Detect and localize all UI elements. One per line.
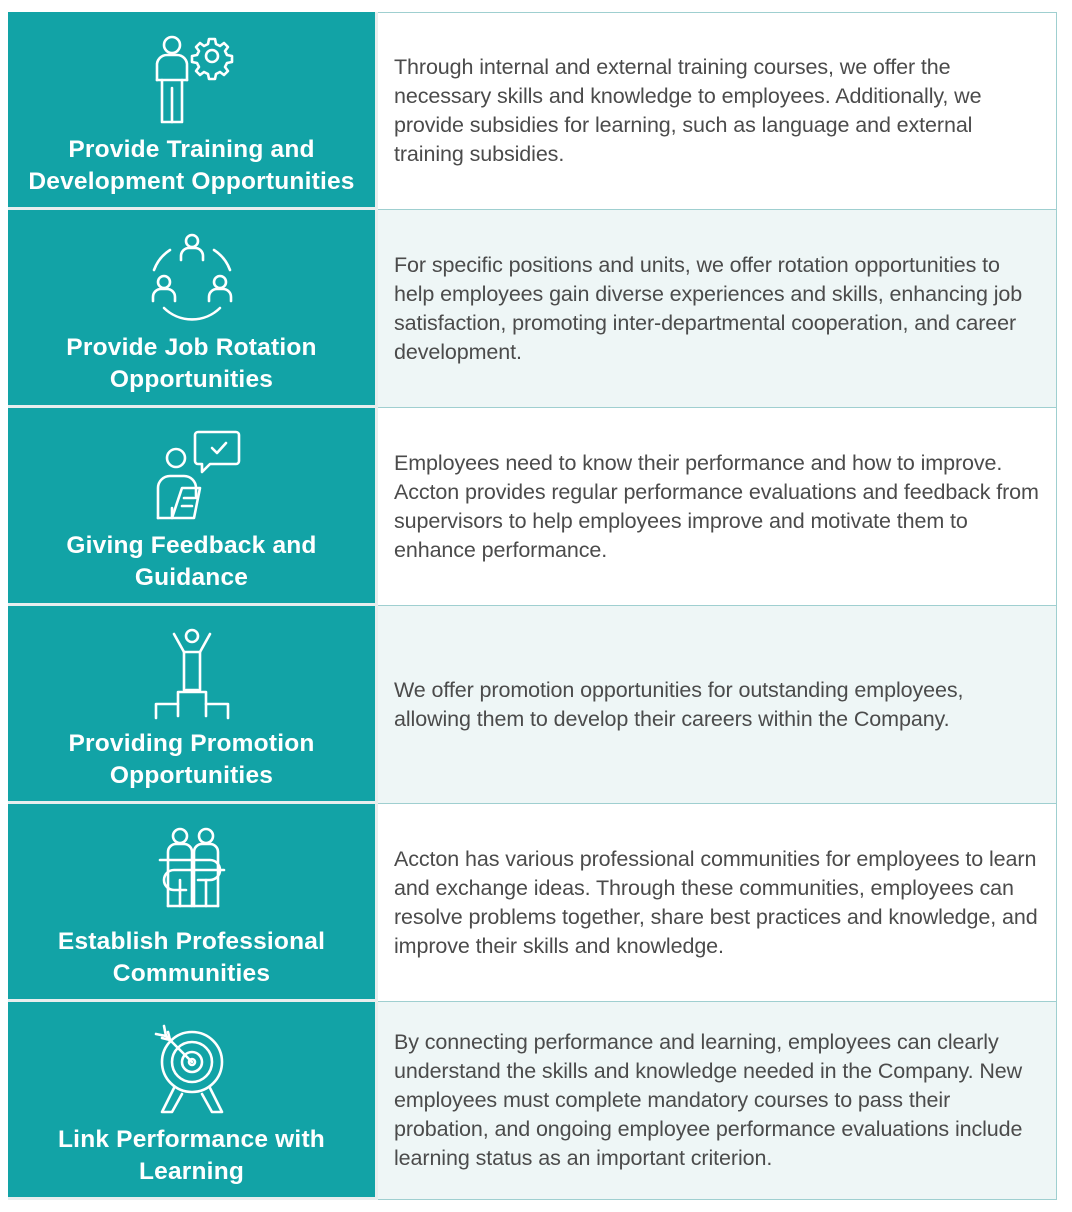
linked-people-icon	[142, 824, 242, 920]
row-title: Provide Training and Development Opportunities	[28, 136, 355, 195]
row-heading-cell	[8, 804, 378, 1002]
person-gear-icon	[142, 32, 242, 128]
target-arrow-icon	[142, 1022, 242, 1118]
table-row	[8, 1002, 1060, 1200]
table-row	[8, 804, 1060, 1002]
row-title: Providing Promotion Opportunities	[68, 730, 315, 789]
development-table	[8, 12, 1060, 1201]
row-description: For specific positions and units, we offer rotation opportunities to help employees gain diverse experiences and skills, enhancing job satisfaction, promoting inter-departmental cooperation, and career development.	[394, 252, 1023, 364]
row-title: Link Performance with Learning	[58, 1126, 325, 1185]
row-description: Accton has various professional communities for employees to learn and exchange ideas. Through these communities, employees can resolve problems together, share best practices and knowledge, and improve their skills and knowledge.	[394, 846, 1038, 958]
table-row	[8, 408, 1060, 606]
table-row	[8, 210, 1060, 408]
row-heading-cell	[8, 210, 378, 408]
row-title: Establish Professional Communities	[57, 928, 326, 987]
row-description: Employees need to know their performance and how to improve. Accton provides regular performance evaluations and feedback from supervisors to help employees improve and motivate them to enhance performance.	[394, 450, 1039, 562]
row-heading-cell	[8, 1002, 378, 1200]
row-heading-cell	[8, 408, 378, 606]
row-description: We offer promotion opportunities for outstanding employees, allowing them to develop their careers within the Company.	[394, 677, 964, 731]
row-title: Provide Job Rotation Opportunities	[66, 334, 317, 393]
row-description-cell	[378, 210, 1057, 408]
feedback-chat-icon	[142, 428, 242, 524]
row-description-cell	[378, 804, 1057, 1002]
row-description-cell	[378, 606, 1057, 804]
people-rotation-icon	[142, 230, 242, 326]
row-description-cell	[378, 1002, 1057, 1200]
podium-winner-icon	[142, 626, 242, 722]
table-row	[8, 12, 1060, 210]
row-title: Giving Feedback and Guidance	[66, 532, 317, 591]
table-row	[8, 606, 1060, 804]
row-description: By connecting performance and learning, employees can clearly understand the skills and knowledge needed in the Company. New employees must complete mandatory courses to pass their probation, and ongoing employee performance evaluations include learning status as an important criterion.	[394, 1030, 1023, 1170]
row-description-cell	[378, 12, 1057, 210]
row-heading-cell	[8, 12, 378, 210]
row-description-cell	[378, 408, 1057, 606]
row-description: Through internal and external training courses, we offer the necessary skills and knowledge to employees. Additionally, we provide subsidies for learning, such as language and external training subsidies.	[394, 55, 982, 166]
row-heading-cell	[8, 606, 378, 804]
